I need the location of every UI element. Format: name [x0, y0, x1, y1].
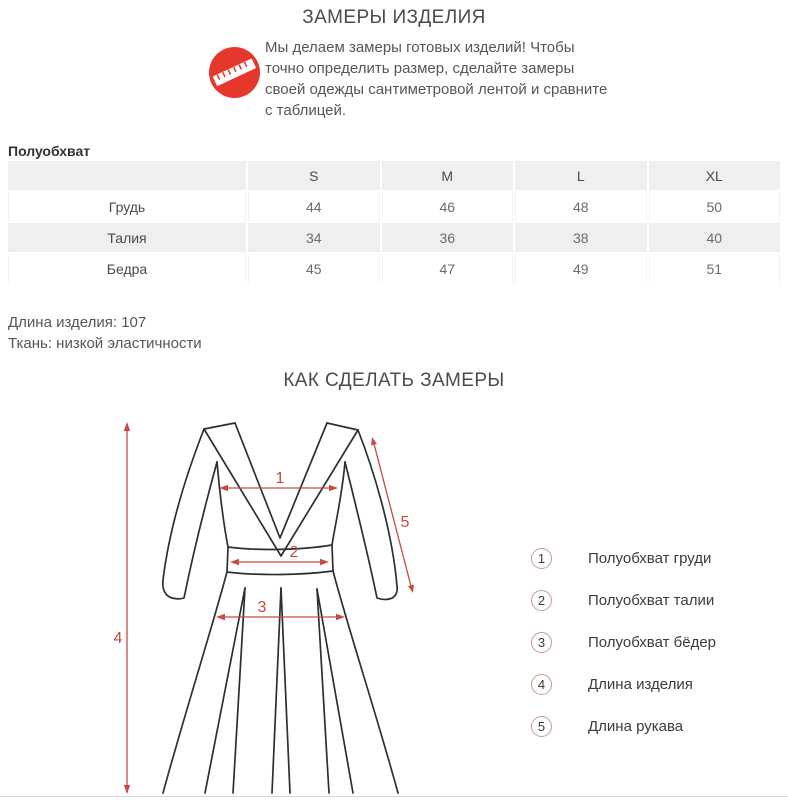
- legend-label: Полуобхват груди: [588, 549, 712, 567]
- marker-4: 4: [113, 630, 123, 647]
- cell-value: 45: [248, 254, 380, 283]
- how-to-title: КАК СДЕЛАТЬ ЗАМЕРЫ: [283, 370, 505, 391]
- cell-value: 49: [515, 254, 647, 283]
- legend-label: Длина рукава: [588, 717, 684, 735]
- column-header-l: L: [515, 161, 647, 190]
- measure-arrow-waist: [230, 559, 329, 565]
- row-label: Талия: [8, 223, 246, 252]
- measure-arrow-length: [124, 422, 130, 794]
- cell-value: 36: [382, 223, 514, 252]
- legend-item-waist: [531, 589, 716, 611]
- cell-value: 46: [382, 192, 514, 221]
- legend-number-badge: 5: [531, 716, 552, 737]
- marker-3: 3: [257, 599, 267, 616]
- legend-item-length: [531, 673, 716, 695]
- marker-2: 2: [289, 544, 299, 561]
- measurement-arrows: [124, 422, 414, 794]
- dress-measurement-diagram: [0, 400, 480, 800]
- measurement-legend: [531, 547, 716, 737]
- legend-item-chest: [531, 547, 716, 569]
- cell-value: 51: [649, 254, 781, 283]
- table-row-hips: [8, 254, 780, 283]
- cell-value: 40: [649, 223, 781, 252]
- measurement-intro-text: Мы делаем замеры готовых изделий! Чтобы точно определить размер, сделайте замеры своей одежды сантиметровой лентой и сравните с таблицей.: [265, 39, 608, 119]
- legend-number-badge: 3: [531, 632, 552, 653]
- cell-value: 50: [649, 192, 781, 221]
- legend-number-badge: 4: [531, 674, 552, 695]
- corner-cell: [8, 161, 246, 190]
- page-bottom-divider: [0, 796, 788, 797]
- table-row-waist: [8, 223, 780, 252]
- cell-value: 48: [515, 192, 647, 221]
- marker-1: 1: [275, 470, 285, 487]
- size-table-caption: Полуобхват: [8, 143, 91, 159]
- ruler-icon: [209, 47, 260, 98]
- cell-value: 34: [248, 223, 380, 252]
- marker-5: 5: [400, 514, 410, 531]
- table-row-chest: [8, 192, 780, 221]
- legend-label: Полуобхват талии: [588, 591, 715, 609]
- note-length: Длина изделия: 107: [8, 314, 147, 331]
- column-header-s: S: [248, 161, 380, 190]
- legend-number-badge: 2: [531, 590, 552, 611]
- legend-item-sleeve: [531, 715, 716, 737]
- size-table: [6, 159, 782, 285]
- cell-value: 38: [515, 223, 647, 252]
- note-fabric: Ткань: низкой эластичности: [8, 335, 202, 352]
- measure-numbers: [114, 470, 410, 647]
- row-label: Грудь: [8, 192, 246, 221]
- legend-label: Полуобхват бёдер: [588, 633, 717, 651]
- cell-value: 47: [382, 254, 514, 283]
- product-notes: [8, 312, 202, 354]
- legend-item-hips: [531, 631, 716, 653]
- size-table-header-row: [8, 161, 780, 190]
- column-header-m: M: [382, 161, 514, 190]
- legend-label: Длина изделия: [588, 675, 693, 693]
- legend-number-badge: 1: [531, 548, 552, 569]
- column-header-xl: XL: [649, 161, 781, 190]
- page-title: ЗАМЕРЫ ИЗДЕЛИЯ: [302, 7, 486, 28]
- cell-value: 44: [248, 192, 380, 221]
- row-label: Бедра: [8, 254, 246, 283]
